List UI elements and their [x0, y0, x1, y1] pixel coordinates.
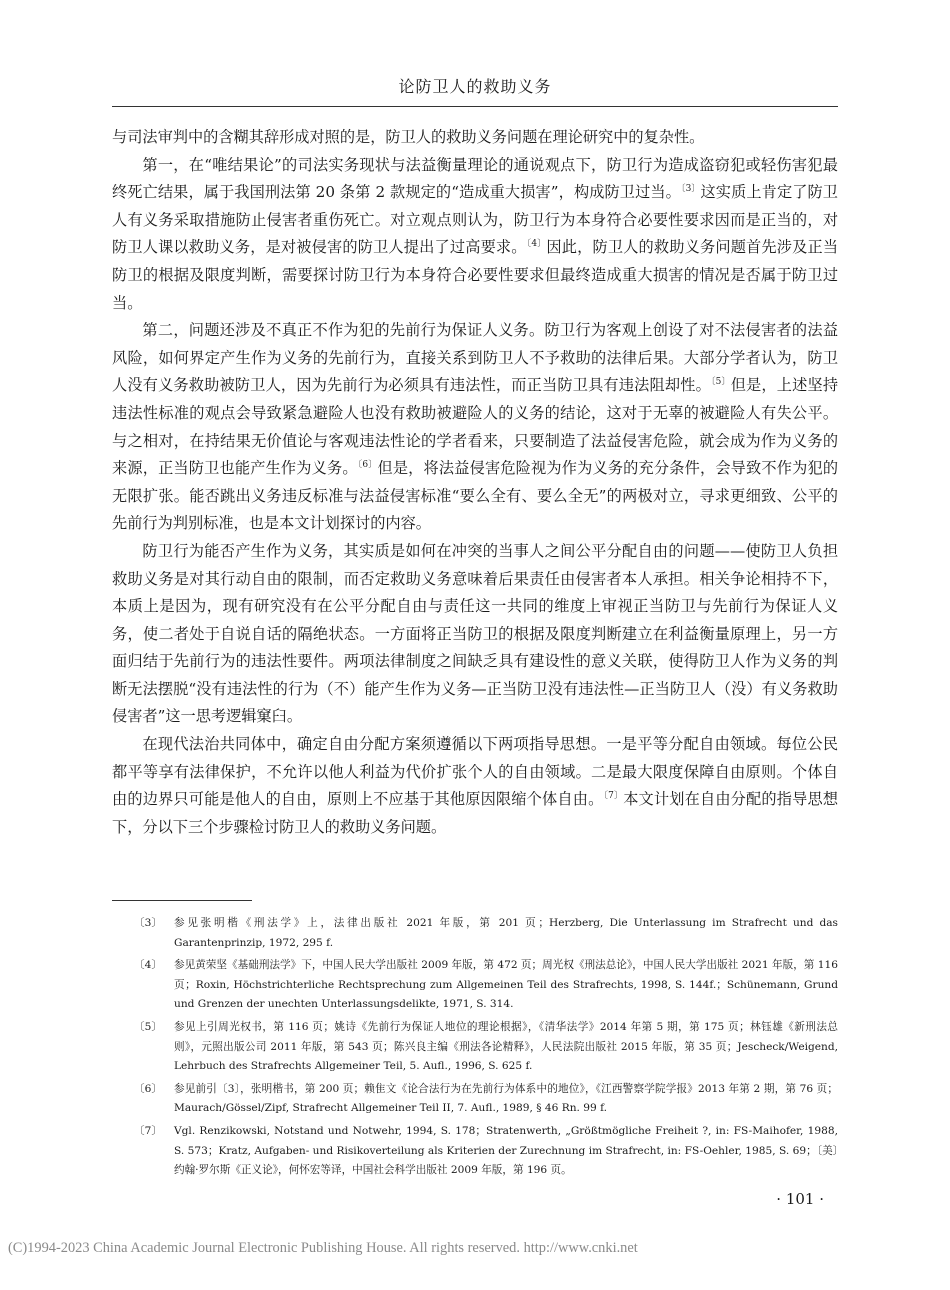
- body-text: [112, 124, 838, 841]
- footnote-text: 参见上引周光权书，第 116 页；姚诗《先前行为保证人地位的理论根据》，《清华法学》2014 年第 5 期，第 175 页；林钰雄《新刑法总则》，元照出版公司 2011 年版，第 543 页；陈兴良主编《刑法各论精释》，人民法院出版社 2015 年版，第 35 页；Jescheck/Weigend, Lehrbuch des Strafrechts Allgemeiner Teil, 5. Aufl., 1996, S. 625 f.: [174, 1020, 838, 1073]
- footnote-text: 参见张明楷《刑法学》上，法律出版社 2021 年版，第 201 页；Herzberg, Die Unterlassung im Strafrecht und das Garantenprinzip, 1972, 295 f.: [174, 917, 838, 949]
- footnote: [112, 956, 838, 1015]
- footnote: [112, 1122, 838, 1181]
- header-rule: [112, 106, 838, 107]
- paragraph-text: 在现代法治共同体中，确定自由分配方案须遵循以下两项指导思想。一是平等分配自由领域。每位公民都平等享有法律保护，不允许以他人利益为代价扩张个人的自由领域。二是最大限度保障自由原则。个体自由的边界只可能是他人的自由，原则上不应基于其他原因限缩个体自由。: [112, 735, 838, 809]
- paragraph-text: 因此，防卫人的救助义务问题首先涉及正当防卫的根据及限度判断，需要探讨防卫行为本身符合必要性要求但最终造成重大损害的情况是否属于防卫过当。: [112, 238, 839, 312]
- running-header: 论防卫人的救助义务: [398, 77, 552, 96]
- footnotes: [112, 914, 838, 1184]
- paragraph-text: 本文计划在自由分配的指导思想下，分以下三个步骤检讨防卫人的救助义务问题。: [112, 790, 839, 836]
- footnote-text: 参见前引〔3〕，张明楷书，第 200 页；赖隹文《论合法行为在先前行为体系中的地位》，《江西警察学院学报》2013 年第 2 期，第 76 页；Maurach/Gössel/Zipf, Strafrecht Allgemeiner Teil II, 7. Aufl., 1989, § 46 Rn. 99 f.: [174, 1082, 838, 1115]
- footnote-number: 〔3〕: [134, 917, 162, 929]
- body-paragraph: [112, 538, 838, 731]
- body-paragraph: [112, 317, 838, 538]
- paragraph-text: 与司法审判中的含糊其辞形成对照的是，防卫人的救助义务问题在理论研究中的复杂性。: [112, 128, 705, 146]
- body-paragraph: [112, 731, 838, 841]
- paragraph-text: 第一，在“唯结果论”的司法实务现状与法益衡量理论的通说观点下，防卫行为造成盗窃犯或轻伤害犯最终死亡结果，属于我国刑法第 20 条第 2 款规定的“造成重大损害”，构成防卫过当。: [112, 155, 838, 202]
- footnote-number: 〔5〕: [134, 1020, 162, 1033]
- footnote-ref[interactable]: 〔5〕: [710, 377, 731, 388]
- footnote-ref[interactable]: 〔6〕: [357, 460, 378, 471]
- paragraph-text: 这实质上肯定了防卫人有义务采取措施防止侵害者重伤死亡。对立观点则认为，防卫行为本身符合必要性要求因而是正当的，对防卫人课以救助义务，是对被侵害的防卫人提出了过高要求。: [112, 183, 838, 257]
- page-number: · 101 ·: [776, 1190, 824, 1208]
- footnote-ref[interactable]: 〔3〕: [680, 184, 701, 195]
- footnote-ref[interactable]: 〔4〕: [526, 239, 547, 250]
- paragraph-text: 第二，问题还涉及不真正不作为犯的先前行为保证人义务。防卫行为客观上创设了对不法侵害者的法益风险，如何界定产生作为义务的先前行为，直接关系到防卫人不予救助的法律后果。大部分学者认为，防卫人没有义务救助被防卫人，因为先前行为必须具有违法性，而正当防卫具有违法阻却性。: [112, 321, 838, 395]
- footnote-ref[interactable]: 〔7〕: [603, 791, 624, 802]
- body-paragraph: [112, 124, 838, 152]
- footnote-number: 〔4〕: [134, 959, 162, 972]
- paragraph-text: 防卫行为能否产生作为义务，其实质是如何在冲突的当事人之间公平分配自由的问题——使防卫人负担救助义务是对其行动自由的限制，而否定救助义务意味着后果责任由侵害者本人承担。相关争论相持不下，本质上是因为，现有研究没有在公平分配自由与责任这一共同的维度上审视正当防卫与先前行为保证人义务，使二者处于自说自话的隔绝状态。一方面将正当防卫的根据及限度判断建立在利益衡量原理上，另一方面归结于先前行为的违法性要件。两项法律制度之间缺乏具有建设性的意义关联，使得防卫人作为义务的判断无法摆脱“没有违法性的行为（不）能产生作为义务—正当防卫没有违法性—正当防卫人（没）有义务救助侵害者”这一思考逻辑窠臼。: [112, 541, 838, 726]
- footnote: [112, 914, 838, 953]
- footnote: [112, 1080, 838, 1119]
- footnote-rule: [112, 900, 252, 901]
- body-paragraph: [112, 152, 838, 318]
- footnote: [112, 1018, 838, 1077]
- paragraph-text: 但是，将法益侵害危险视为作为义务的充分条件，会导致不作为犯的无限扩张。能否跳出义务违反标准与法益侵害标准“要么全有、要么全无”的两极对立，寻求更细致、公平的先前行为判别标准，也是本文计划探讨的内容。: [112, 459, 839, 533]
- paragraph-text: 但是，上述坚持违法性标准的观点会导致紧急避险人也没有救助被避险人的义务的结论，这对于无辜的被避险人有失公平。与之相对，在持结果无价值论与客观违法性论的学者看来，只要制造了法益侵害危险，就会成为作为义务的来源，正当防卫也能产生作为义务。: [112, 376, 839, 478]
- watermark: (C)1994-2023 China Academic Journal Electronic Publishing House. All rights reserved. http://www.cnki.net: [8, 1240, 638, 1256]
- footnote-number: 〔7〕: [134, 1124, 162, 1137]
- footnote-number: 〔6〕: [134, 1082, 162, 1095]
- footnote-text: Vgl. Renzikowski, Notstand und Notwehr, 1994, S. 178；Stratenwerth, „Größtmögliche Freiheit ?, in: FS-Maihofer, 1988, S. 573；Kratz, Aufgaben- und Risikoverteilung als Kriterien der Zurechnung im Strafrecht, in: FS-Oehler, 1985, S. 69；〔美〕约翰·罗尔斯《正义论》，何怀宏等译，中国社会科学出版社 2009 年版，第 196 页。: [174, 1124, 838, 1177]
- footnote-text: 参见黄荣坚《基础刑法学》下，中国人民大学出版社 2009 年版，第 472 页；周光权《刑法总论》，中国人民大学出版社 2021 年版，第 116 页；Roxin, Höchstrichterliche Rechtsprechung zum Allgemeinen Teil des Strafrechts, 1998, S. 144f.；Schünemann, Grund und Grenzen der unechten Unterlassungsdelikte, 1971, S. 314.: [174, 959, 838, 1011]
